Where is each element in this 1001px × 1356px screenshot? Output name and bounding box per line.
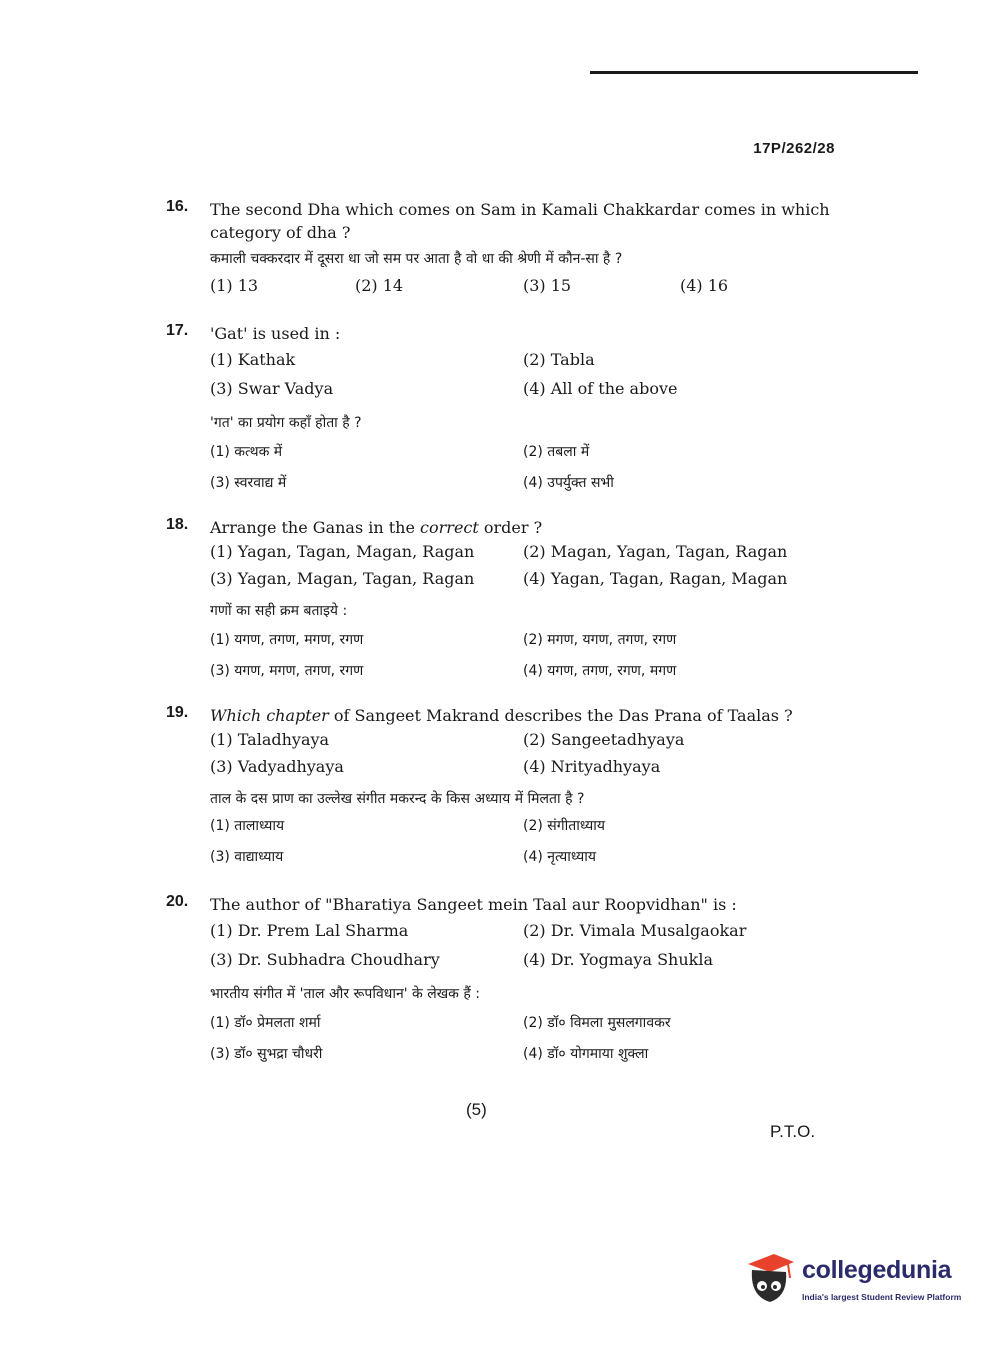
question-number: 19. (166, 704, 189, 721)
option-1: (1) Yagan, Tagan, Magan, Ragan (210, 542, 475, 561)
question-text: Arrange the Ganas in the correct order ? (210, 518, 543, 537)
option-2-hindi: (2) तबला में (523, 444, 590, 460)
logo-text: collegedunia (802, 1256, 952, 1284)
option-3: (3) Swar Vadya (210, 379, 334, 398)
options (210, 276, 836, 305)
options (210, 730, 836, 784)
question-18 (166, 516, 836, 692)
question-text: The second Dha which comes on Sam in Kamali Chakkardar comes in which category of dha ? (210, 200, 830, 242)
option-4-hindi: (4) उपर्युक्त सभी (523, 475, 614, 491)
logo-tagline: India's largest Student Review Platform (802, 1292, 962, 1302)
options (210, 350, 836, 408)
question-number: 17. (166, 322, 189, 339)
option-2: (2) Sangeetadhyaya (523, 730, 685, 749)
question-number: 20. (166, 893, 189, 910)
collegedunia-logo (744, 1250, 974, 1314)
question-16 (166, 198, 836, 305)
question-text: 'Gat' is used in : (210, 324, 341, 343)
option-3: (3) Dr. Subhadra Choudhary (210, 950, 440, 969)
option-1: (1) Kathak (210, 350, 296, 369)
option-1: (1) Taladhyaya (210, 730, 330, 749)
options-hindi (210, 1013, 836, 1075)
option-4-hindi: (4) डॉ० योगमाया शुक्ला (523, 1046, 649, 1062)
option-1-hindi: (1) डॉ० प्रेमलता शर्मा (210, 1015, 321, 1031)
question-number: 16. (166, 198, 189, 215)
option-1-hindi: (1) तालाध्याय (210, 818, 285, 834)
question-text-hindi: 'गत' का प्रयोग कहाँ होता है ? (210, 415, 362, 431)
question-text: Which chapter of Sangeet Makrand describes the Das Prana of Taalas ? (210, 706, 793, 725)
option-1: (1) Dr. Prem Lal Sharma (210, 921, 409, 940)
option-1-hindi: (1) यगण, तगण, मगण, रगण (210, 632, 364, 648)
paper-code: 17P/262/28 (753, 140, 835, 157)
options-hindi (210, 816, 836, 878)
option-4: (4) Dr. Yogmaya Shukla (523, 950, 713, 969)
question-number: 18. (166, 516, 189, 533)
option-2: (2) Magan, Yagan, Tagan, Ragan (523, 542, 788, 561)
option-2: (2) Tabla (523, 350, 595, 369)
option-4: (4) 16 (680, 276, 729, 295)
option-1-hindi: (1) कत्थक में (210, 444, 283, 460)
option-1: (1) 13 (210, 276, 259, 295)
options-hindi (210, 630, 836, 692)
option-4: (4) Yagan, Tagan, Ragan, Magan (523, 569, 788, 588)
pto-label: P.T.O. (770, 1122, 816, 1141)
question-19 (166, 704, 836, 878)
option-3-hindi: (3) स्वरवाद्य में (210, 475, 287, 491)
options (210, 921, 836, 979)
question-text: The author of "Bharatiya Sangeet mein Taal aur Roopvidhan" is : (210, 895, 737, 914)
question-17 (166, 322, 836, 504)
options-hindi (210, 442, 836, 504)
option-2-hindi: (2) संगीताध्याय (523, 818, 605, 834)
option-4: (4) All of the above (523, 379, 678, 398)
option-4-hindi: (4) नृत्याध्याय (523, 849, 596, 865)
option-4: (4) Nrityadhyaya (523, 757, 661, 776)
option-2-hindi: (2) डॉ० विमला मुसलगावकर (523, 1015, 671, 1031)
option-4-hindi: (4) यगण, तगण, रगण, मगण (523, 663, 677, 679)
mascot-icon (744, 1250, 796, 1310)
option-2-hindi: (2) मगण, यगण, तगण, रगण (523, 632, 677, 648)
page-number: (5) (466, 1100, 487, 1119)
question-text-hindi: कमाली चक्करदार में दूसरा धा जो सम पर आता है वो धा की श्रेणी में कौन-सा है ? (210, 251, 623, 267)
option-3: (3) Vadyadhyaya (210, 757, 344, 776)
option-3-hindi: (3) यगण, मगण, तगण, रगण (210, 663, 364, 679)
option-3-hindi: (3) डॉ० सुभद्रा चौधरी (210, 1046, 323, 1062)
option-3: (3) 15 (523, 276, 572, 295)
question-text-hindi: भारतीय संगीत में 'ताल और रूपविधान' के लेखक हैं : (210, 986, 480, 1002)
question-text-hindi: गणों का सही क्रम बताइये : (210, 603, 348, 619)
option-3: (3) Yagan, Magan, Tagan, Ragan (210, 569, 475, 588)
options (210, 542, 836, 596)
option-3-hindi: (3) वाद्याध्याय (210, 849, 284, 865)
header-rule (590, 71, 918, 74)
question-text-hindi: ताल के दस प्राण का उल्लेख संगीत मकरन्द के किस अध्याय में मिलता है ? (210, 791, 585, 807)
option-2: (2) 14 (355, 276, 404, 295)
question-20 (166, 893, 836, 1075)
option-2: (2) Dr. Vimala Musalgaokar (523, 921, 747, 940)
